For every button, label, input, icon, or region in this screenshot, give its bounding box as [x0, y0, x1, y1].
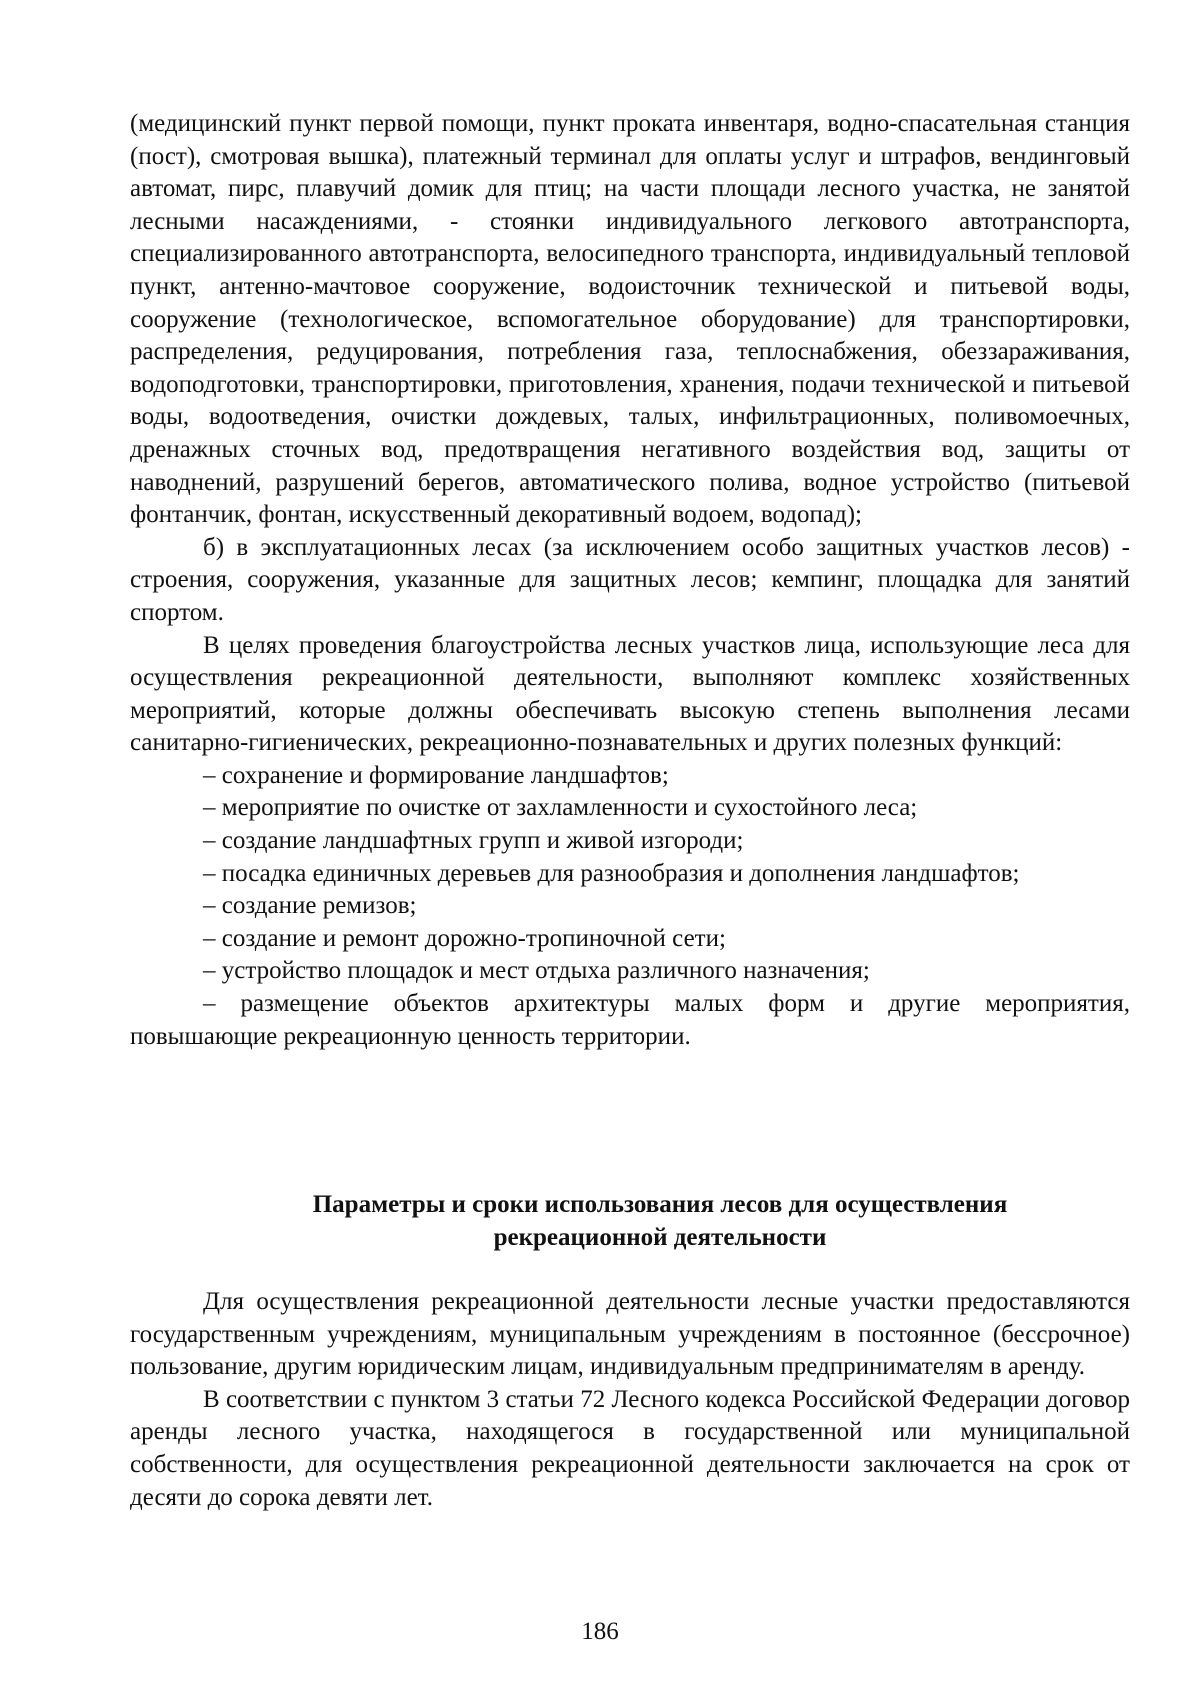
section-heading-line-1: Параметры и сроки использования лесов для осуществления [312, 1191, 1008, 1218]
section-heading-line-2: рекреационной деятельности [493, 1224, 827, 1251]
paragraph-improvement-measures: В целях проведения благоустройства лесных участков лица, использующие леса для осуществления рекреационной деятельности, выполняют комплекс хозяйственных мероприятий, которые должны обеспечивать высокую степень выполнения лесами санитарно-гигиенических, рекреационно-познавательных и других полезных функций: [130, 631, 1130, 757]
list-item: – создание и ремонт дорожно-тропиночной сети; [203, 924, 726, 952]
list-item: – посадка единичных деревьев для разнообразия и дополнения ландшафтов; [203, 859, 1020, 887]
document-body [130, 108, 1130, 1053]
paragraph-lease-term: В соответствии с пунктом 3 статьи 72 Лесного кодекса Российской Федерации договор аренды лесного участка, находящегося в государственной или муниципальной собственности, для осуществления рекреационной деятельности заключается на срок от десяти до сорока девяти лет. [130, 1385, 1130, 1511]
paragraph-exploitation-forests: б) в эксплуатационных лесах (за исключением особо защитных участков лесов) - строения, сооружения, указанные для защитных лесов; кемпинг, площадка для занятий спортом. [130, 533, 1130, 626]
section-heading [130, 1188, 1130, 1254]
paragraph-facilities-list: (медицинский пункт первой помощи, пункт проката инвентаря, водно-спасательная станция (пост), смотровая вышка), платежный терминал для оплаты услуг и штрафов, вендинговый автомат, пирс, плавучий домик для птиц; на части площади лесного участка, не занятой лесными насаждениями, - стоянки индивидуального легкового автотранспорта, специализированного автотранспорта, велосипедного транспорта, индивидуальный тепловой пункт, антенно-мачтовое сооружение, водоисточник технической и питьевой воды, сооружение (технологическое, вспомогательное оборудование) для транспортировки, распределения, редуцирования, потребления газа, теплоснабжения, обеззараживания, водоподготовки, транспортировки, приготовления, хранения, подачи технической и питьевой воды, водоотведения, очистки дождевых, талых, инфильтрационных, поливомоечных, дренажных сточных вод, предотвращения негативного воздействия вод, защиты от наводнений, разрушений берегов, автоматического полива, водное устройство (питьевой фонтанчик, фонтан, искусственный декоративный водоем, водопад); [130, 110, 1130, 529]
paragraph-land-provision: Для осуществления рекреационной деятельности лесные участки предоставляются государственным учреждениям, муниципальным учреждениям в постоянное (бессрочное) пользование, другим юридическим лицам, индивидуальным предпринимателям в аренду. [130, 1288, 1130, 1381]
list-item: – мероприятие по очистке от захламленности и сухостойного леса; [203, 794, 918, 822]
list-item: – устройство площадок и мест отдыха различного назначения; [203, 957, 870, 985]
page-number: 186 [581, 1618, 619, 1645]
section-body [130, 1286, 1130, 1514]
list-item: – сохранение и формирование ландшафтов; [203, 761, 669, 789]
list-item: – размещение объектов архитектуры малых форм и другие мероприятия, повышающие рекреационную ценность территории. [130, 990, 1130, 1050]
list-item: – создание ремизов; [203, 892, 417, 920]
list-item: – создание ландшафтных групп и живой изгороди; [203, 827, 744, 855]
